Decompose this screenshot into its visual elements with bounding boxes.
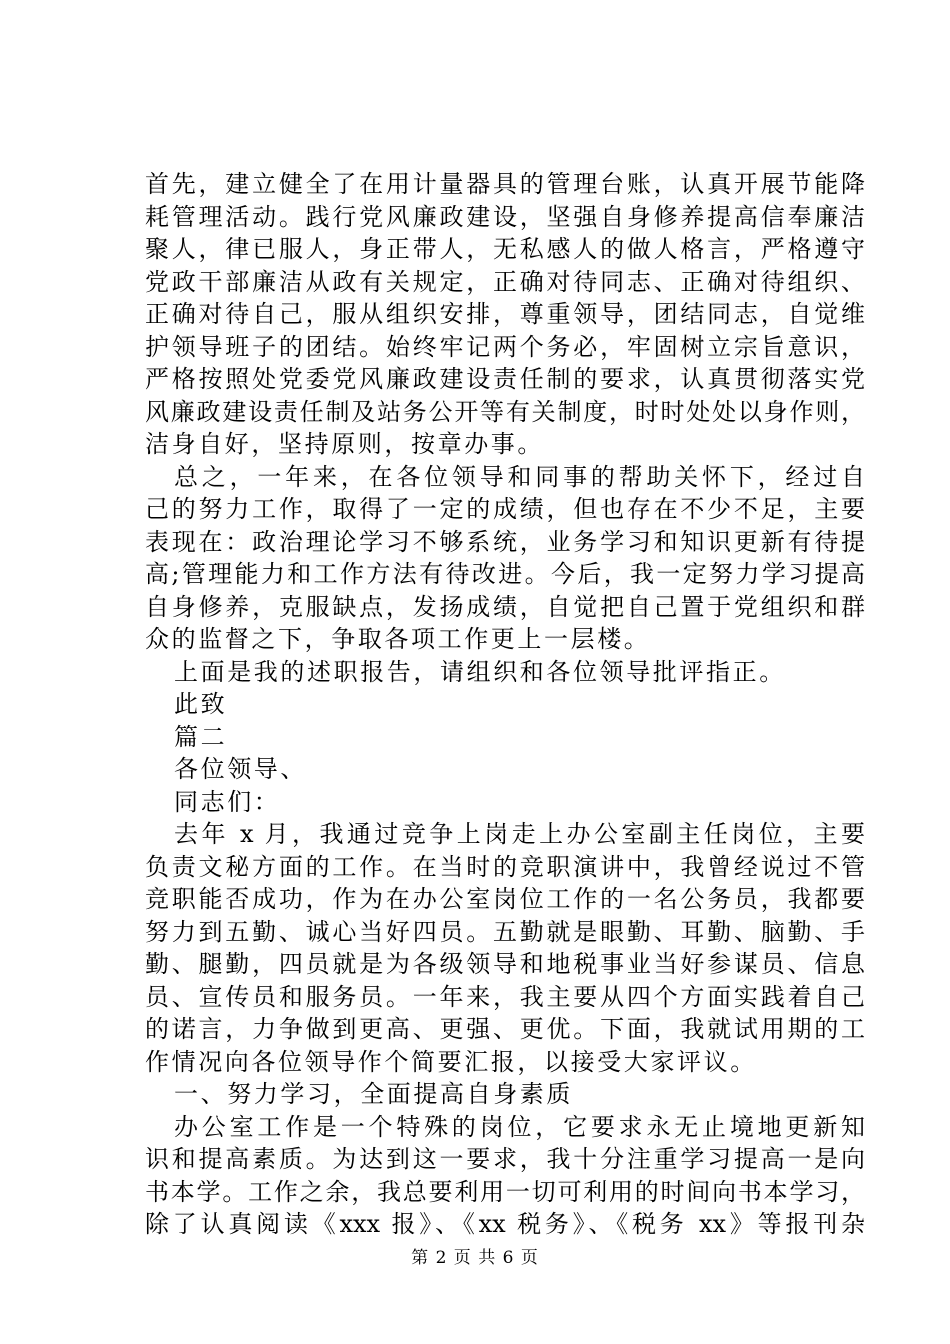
text-line: 首先，建立健全了在用计量器具的管理台账，认真开展节能降 <box>145 170 865 198</box>
text-line: 党政干部廉洁从政有关规定，正确对待同志、正确对待组织、 <box>145 267 865 296</box>
salutation-line: 各位领导、 <box>174 755 307 783</box>
text-line: 正确对待自己，服从组织安排，尊重领导，团结同志，自觉维 <box>145 300 865 328</box>
text-line: 上面是我的述职报告，请组织和各位领导批评指正。 <box>174 657 786 686</box>
text-line: 严格按照处党委党风廉政建设责任制的要求，认真贯彻落实党 <box>145 365 865 393</box>
text-line: 去年 x 月，我通过竞争上岗走上办公室副主任岗位，主要 <box>174 820 865 848</box>
text-line: 此致 <box>174 690 228 718</box>
text-line: 高;管理能力和工作方法有待改进。今后，我一定努力学习提高 <box>145 560 865 588</box>
body-text <box>145 168 865 1241</box>
text-line: 书本学。工作之余，我总要利用一切可利用的时间向书本学习， <box>145 1177 865 1206</box>
text-line: 负责文秘方面的工作。在当时的竞职演讲中，我曾经说过不管 <box>145 852 865 881</box>
text-line: 己的努力工作，取得了一定的成绩，但也存在不少不足，主要 <box>145 495 865 523</box>
salutation-line: 同志们： <box>174 787 281 816</box>
text-line: 作情况向各位领导作个简要汇报，以接受大家评议。 <box>145 1047 757 1076</box>
text-line: 洁身自好，坚持原则，按章办事。 <box>145 430 544 458</box>
text-line: 自身修养，克服缺点，发扬成绩，自觉把自己置于党组织和群 <box>145 592 865 621</box>
section-heading: 篇二 <box>174 722 228 751</box>
text-line: 努力到五勤、诚心当好四员。五勤就是眼勤、耳勤、脑勤、手 <box>145 917 865 946</box>
text-line: 众的监督之下，争取各项工作更上一层楼。 <box>145 625 651 653</box>
text-line: 竞职能否成功，作为在办公室岗位工作的一名公务员，我都要 <box>145 885 865 913</box>
text-line: 耗管理活动。践行党风廉政建设，坚强自身修养提高信奉廉洁 <box>145 202 865 231</box>
section-heading: 一、努力学习，全面提高自身素质 <box>174 1080 573 1108</box>
text-line: 除了认真阅读《xxx 报》、《xx 税务》、《税务 xx》等报刊杂 <box>145 1210 865 1238</box>
text-line: 总之，一年来，在各位领导和同事的帮助关怀下，经过自 <box>174 462 865 491</box>
text-line: 护领导班子的团结。始终牢记两个务必，牢固树立宗旨意识， <box>145 332 865 361</box>
text-line: 勤、腿勤，四员就是为各级领导和地税事业当好参谋员、信息 <box>145 950 865 978</box>
text-line: 聚人，律已服人，身正带人，无私感人的做人格言，严格遵守 <box>145 235 865 263</box>
text-line: 的诺言，力争做到更高、更强、更优。下面，我就试用期的工 <box>145 1015 865 1043</box>
page-number-footer: 第 2 页 共 6 页 <box>411 1248 539 1268</box>
text-line: 表现在：政治理论学习不够系统，业务学习和知识更新有待提 <box>145 527 865 556</box>
text-line: 办公室工作是一个特殊的岗位，它要求永无止境地更新知 <box>174 1112 865 1141</box>
text-line: 风廉政建设责任制及站务公开等有关制度，时时处处以身作则， <box>145 397 865 426</box>
text-line: 员、宣传员和服务员。一年来，我主要从四个方面实践着自己 <box>145 982 865 1011</box>
text-line: 识和提高素质。为达到这一要求，我十分注重学习提高一是向 <box>145 1145 865 1173</box>
